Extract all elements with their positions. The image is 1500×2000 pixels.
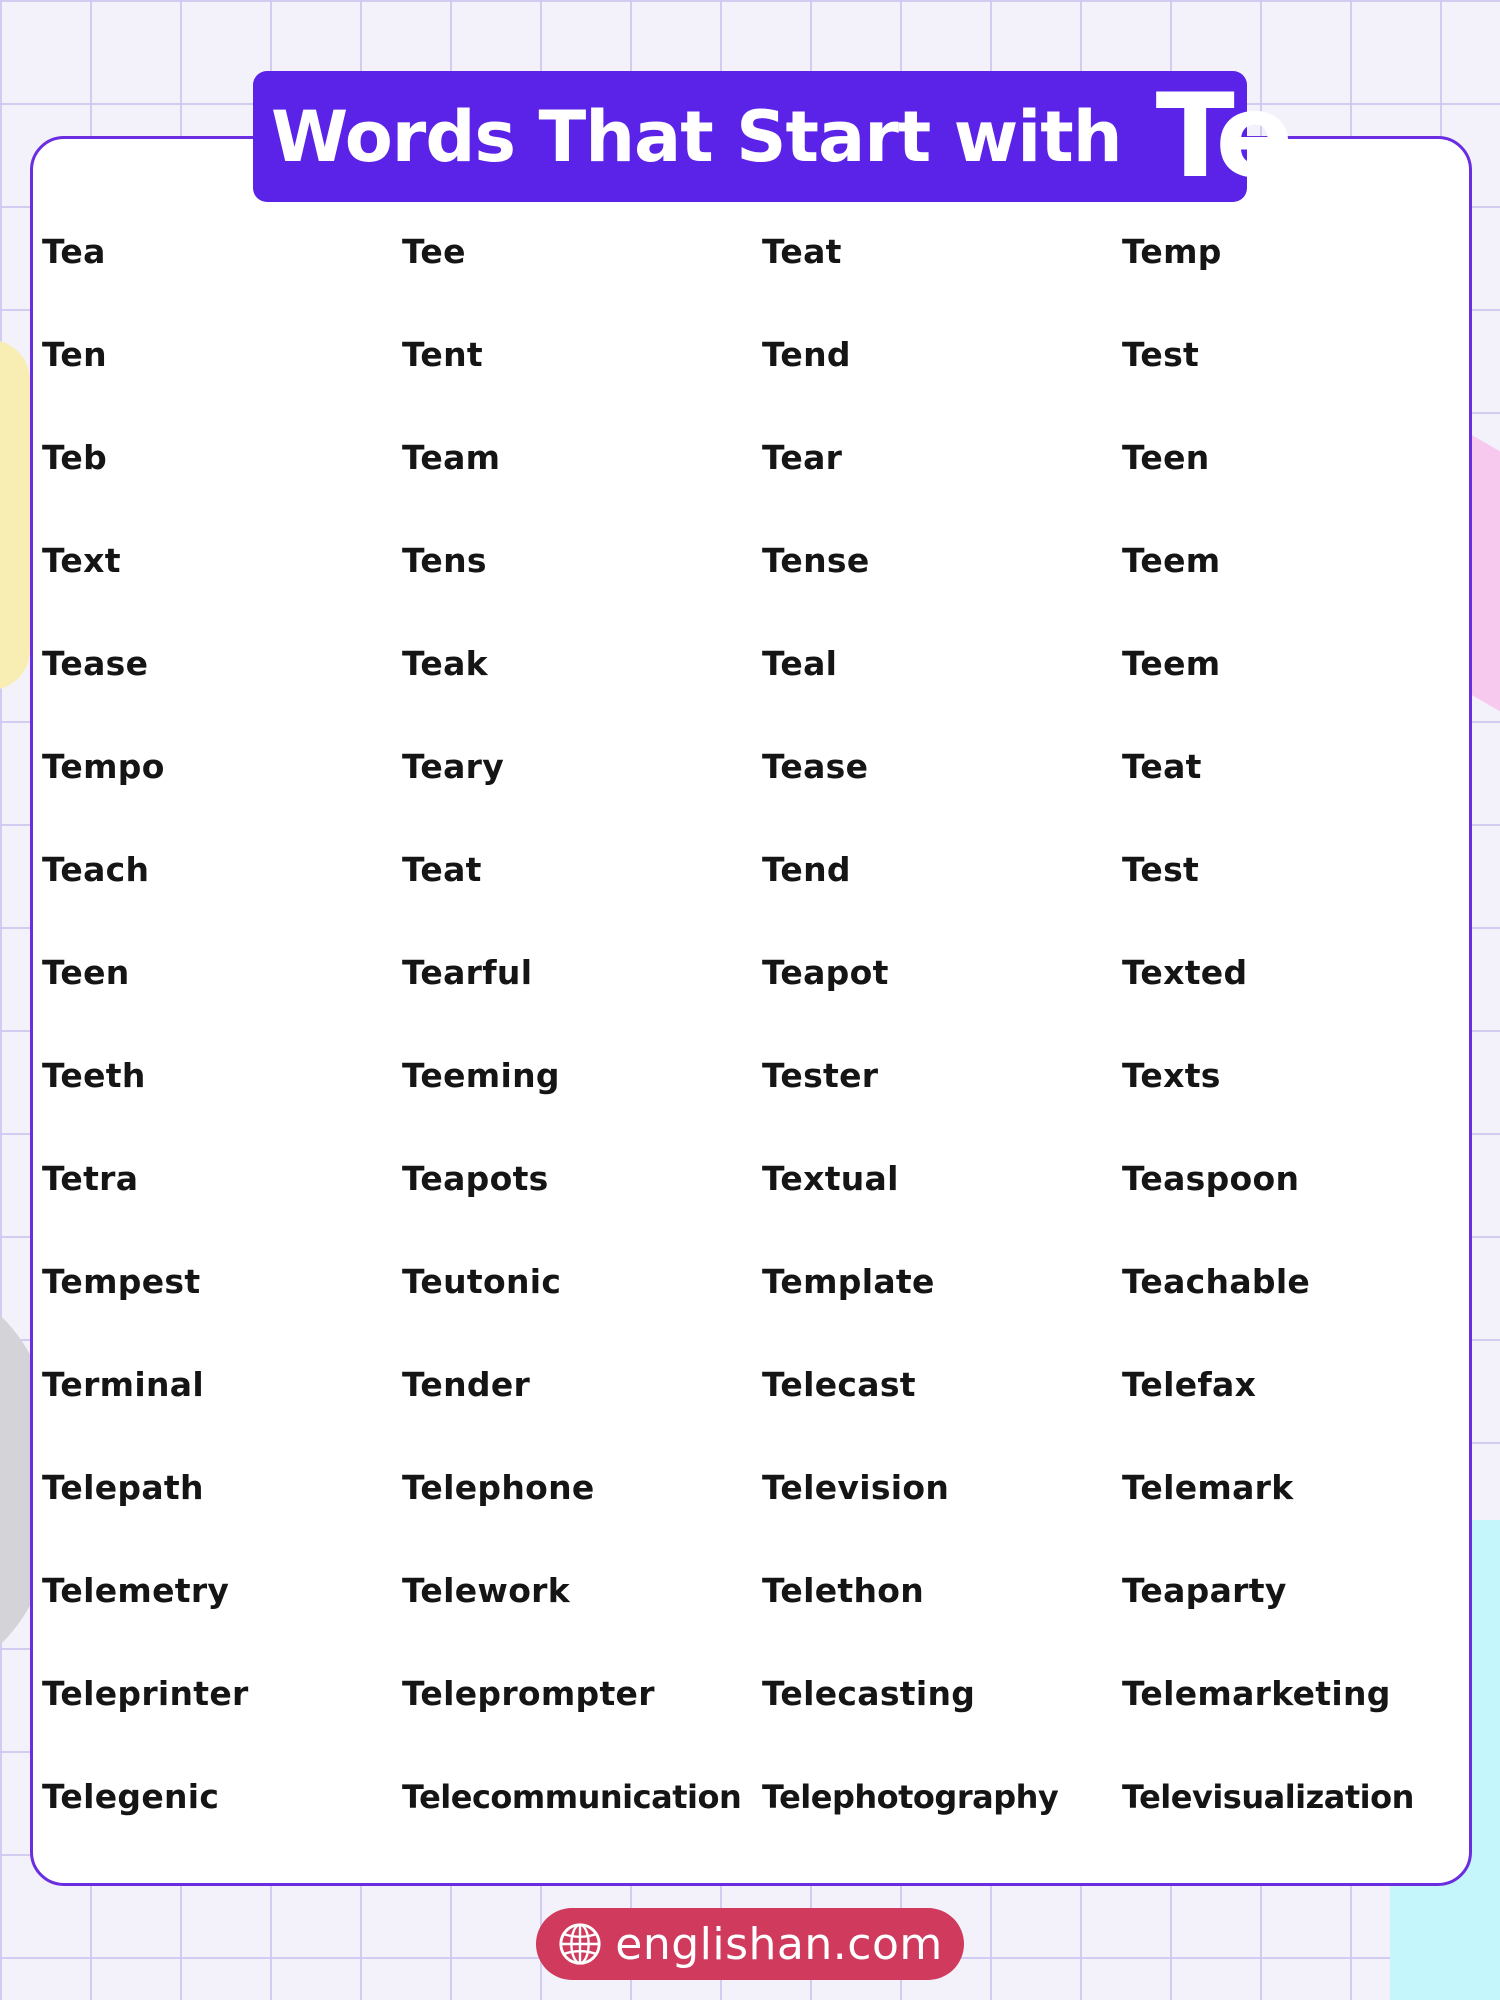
word-item: Teach xyxy=(42,850,150,889)
word-item: Telework xyxy=(402,1571,570,1610)
word-item: Telephotography xyxy=(762,1778,1059,1816)
word-item: Telepath xyxy=(42,1468,204,1507)
word-item: Teleprompter xyxy=(402,1674,655,1713)
word-item: Texted xyxy=(1122,953,1248,992)
word-item: Teen xyxy=(1122,438,1210,477)
word-item: Tender xyxy=(402,1365,531,1404)
word-item: Teem xyxy=(1122,644,1221,683)
word-item: Teapot xyxy=(762,953,889,992)
word-item: Telecast xyxy=(762,1365,916,1404)
word-item: Template xyxy=(762,1262,935,1301)
word-item: Teat xyxy=(402,850,482,889)
word-item: Tend xyxy=(762,850,851,889)
word-item: Team xyxy=(402,438,501,477)
word-item: Texts xyxy=(1122,1056,1221,1095)
word-item: Teleprinter xyxy=(42,1674,249,1713)
word-item: Teat xyxy=(1122,747,1202,786)
title-letters: Te xyxy=(1155,68,1290,204)
word-item: Teen xyxy=(42,953,130,992)
word-item: Television xyxy=(762,1468,950,1507)
word-item: Telephone xyxy=(402,1468,595,1507)
word-item: Teat xyxy=(762,232,842,271)
word-item: Teeming xyxy=(402,1056,560,1095)
word-item: Tent xyxy=(402,335,483,374)
word-item: Test xyxy=(1122,335,1200,374)
word-item: Teapots xyxy=(402,1159,549,1198)
word-item: Tempest xyxy=(42,1262,201,1301)
word-item: Telecasting xyxy=(762,1674,976,1713)
word-item: Telefax xyxy=(1122,1365,1257,1404)
word-item: Telemetry xyxy=(42,1571,230,1610)
word-item: Tempo xyxy=(42,747,165,786)
word-item: Teachable xyxy=(1122,1262,1311,1301)
word-grid xyxy=(42,218,1452,1866)
word-item: Teeth xyxy=(42,1056,146,1095)
word-item: Test xyxy=(1122,850,1200,889)
word-item: Telegenic xyxy=(42,1777,220,1816)
word-item: Teak xyxy=(402,644,488,683)
word-item: Telemarketing xyxy=(1122,1674,1391,1713)
word-item: Teal xyxy=(762,644,838,683)
word-item: Teutonic xyxy=(402,1262,562,1301)
title-banner xyxy=(253,68,1290,204)
word-item: Telecommunication xyxy=(402,1778,742,1816)
footer-site-badge[interactable] xyxy=(536,1908,964,1980)
word-item: Tea xyxy=(42,232,106,271)
globe-icon xyxy=(557,1921,603,1967)
word-item: Teb xyxy=(42,438,108,477)
word-item: Tend xyxy=(762,335,851,374)
word-item: Tee xyxy=(402,232,466,271)
word-item: Teaparty xyxy=(1122,1571,1287,1610)
word-item: Temp xyxy=(1122,232,1222,271)
site-url: englishan.com xyxy=(615,1918,943,1970)
page-title: Words That Start with xyxy=(271,95,1122,178)
word-item: Telethon xyxy=(762,1571,925,1610)
word-item: Tease xyxy=(42,644,149,683)
word-item: Tetra xyxy=(42,1159,139,1198)
word-item: Text xyxy=(42,541,121,580)
word-item: Teaspoon xyxy=(1122,1159,1300,1198)
word-item: Teem xyxy=(1122,541,1221,580)
word-item: Tester xyxy=(762,1056,879,1095)
word-item: Tense xyxy=(762,541,870,580)
word-item: Ten xyxy=(42,335,107,374)
word-item: Tear xyxy=(762,438,843,477)
word-item: Terminal xyxy=(42,1365,204,1404)
word-item: Tearful xyxy=(402,953,533,992)
word-item: Televisualization xyxy=(1122,1778,1414,1816)
word-item: Tease xyxy=(762,747,869,786)
decor-yellow-shape xyxy=(0,340,30,690)
word-item: Textual xyxy=(762,1159,899,1198)
word-item: Telemark xyxy=(1122,1468,1294,1507)
word-item: Teary xyxy=(402,747,505,786)
word-item: Tens xyxy=(402,541,487,580)
